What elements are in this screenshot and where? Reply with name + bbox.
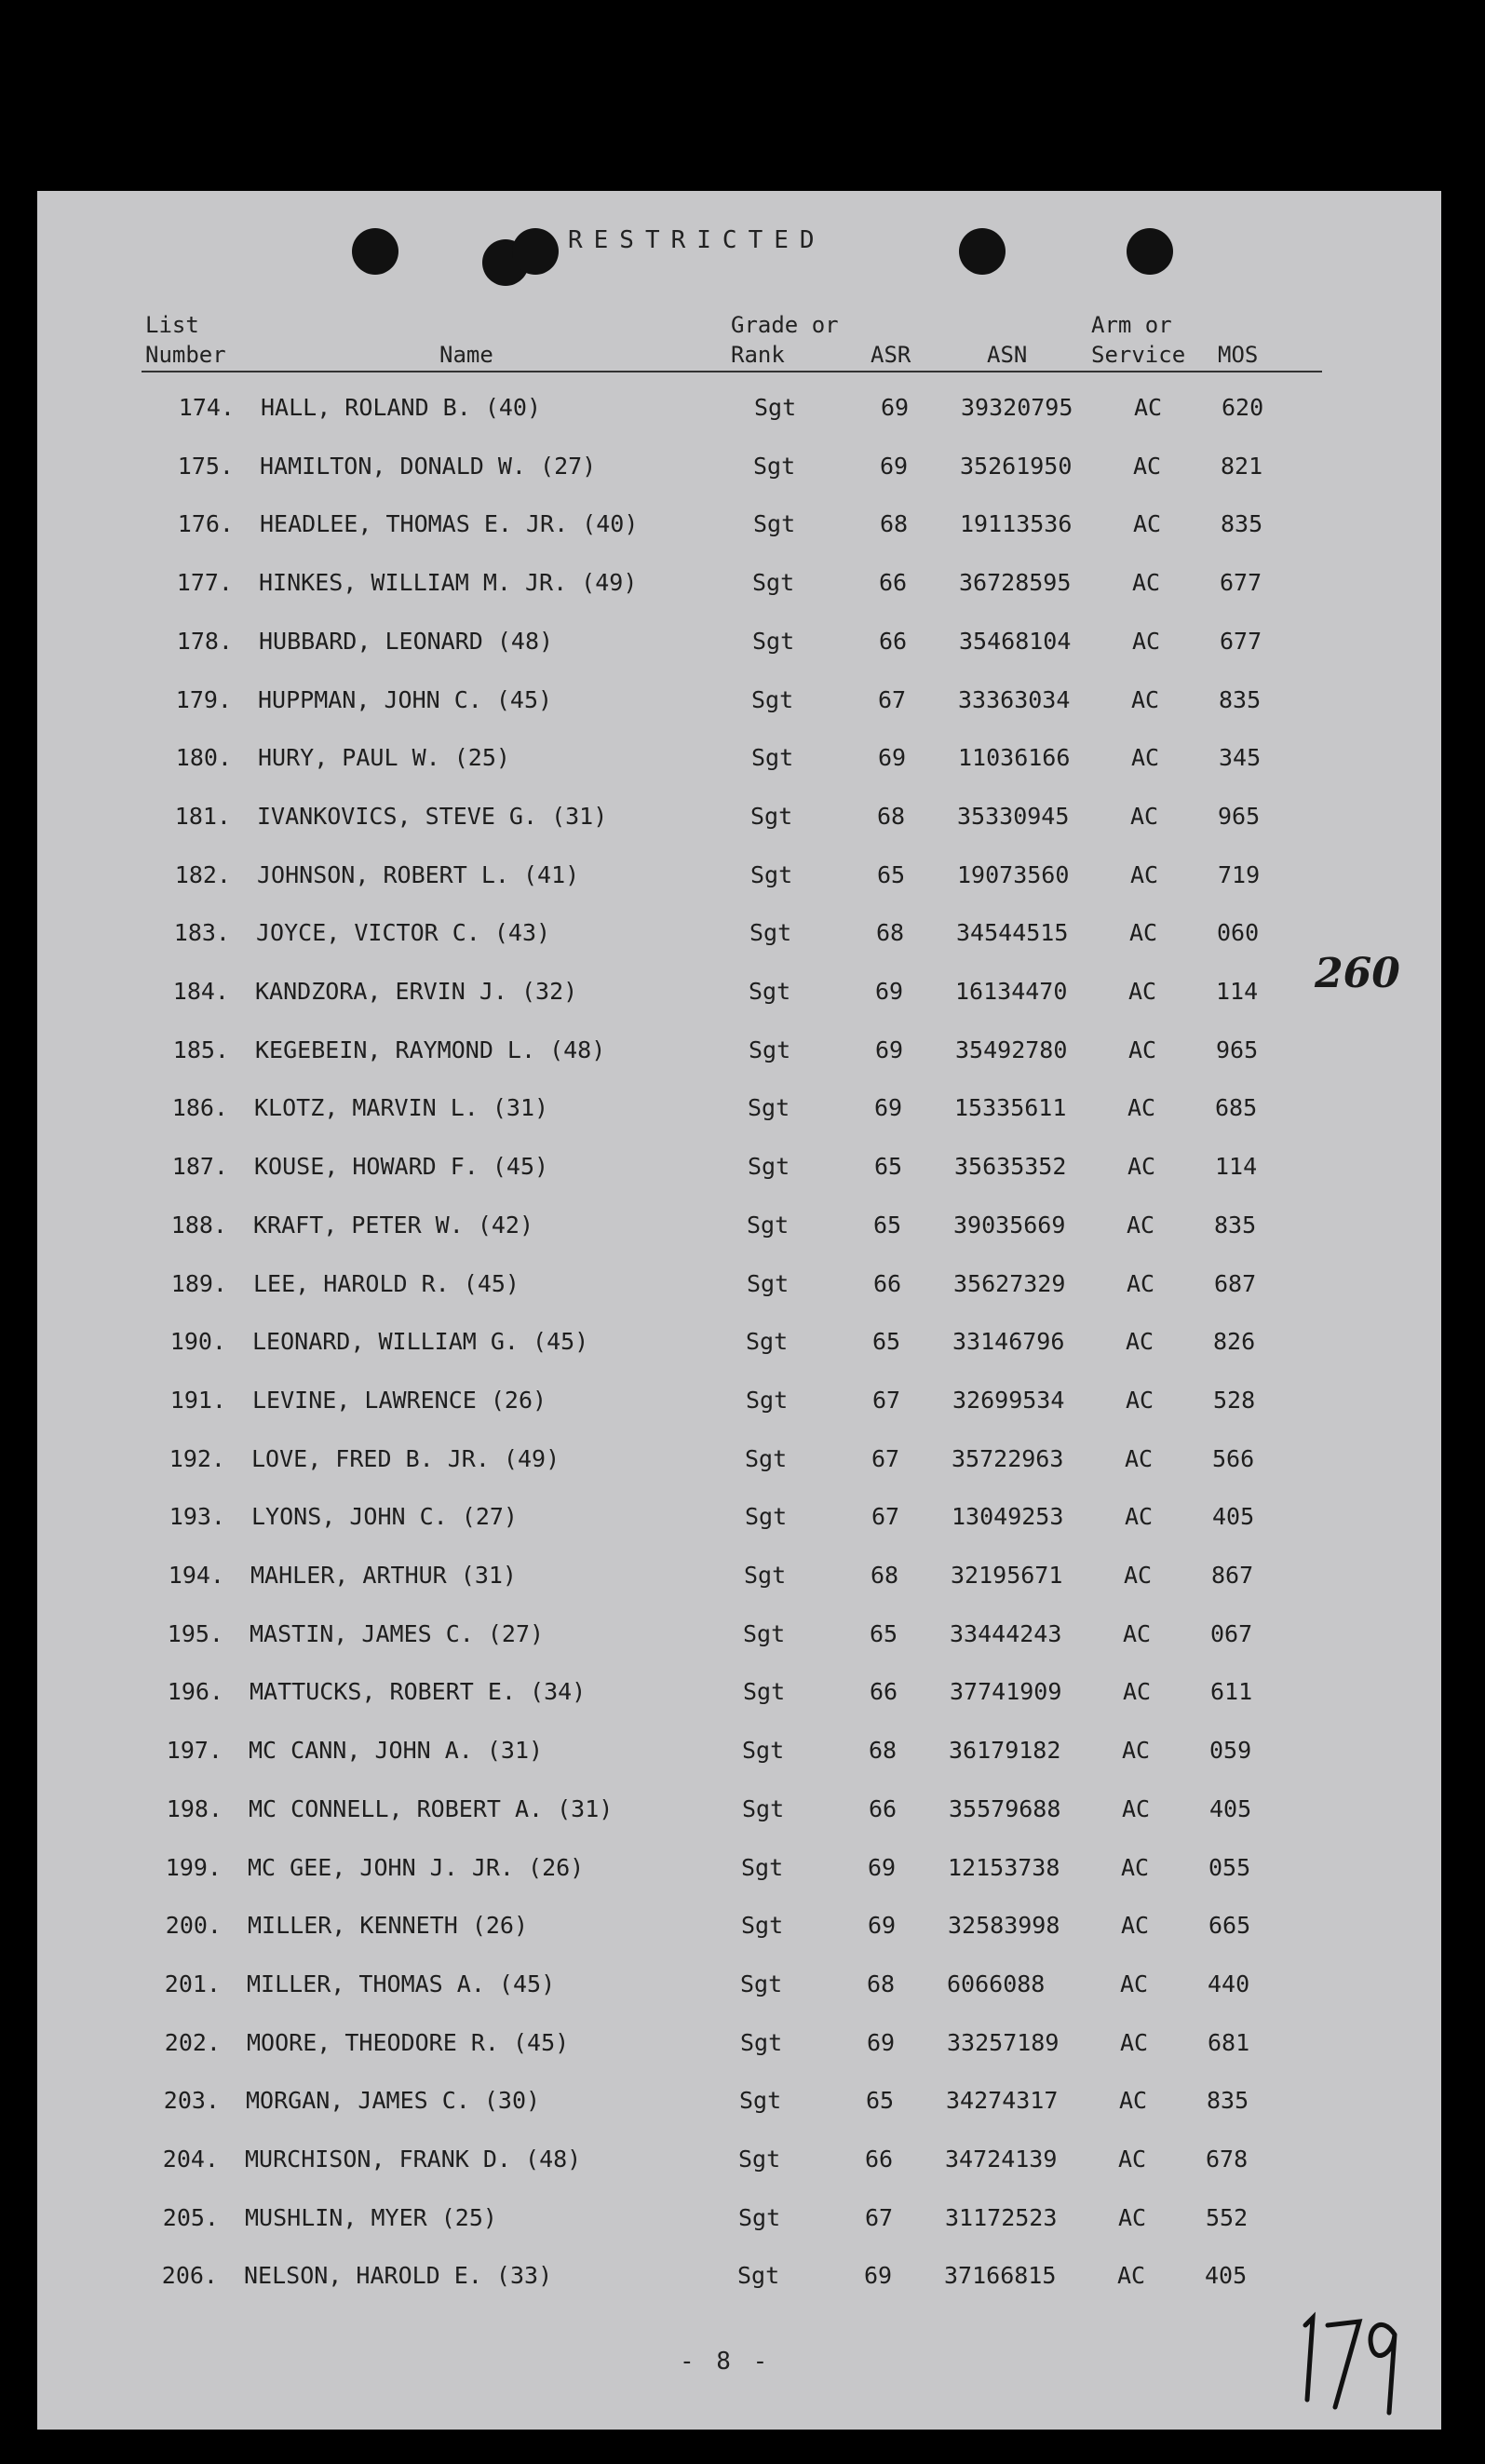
punch-hole bbox=[1127, 228, 1173, 275]
person-name: MILLER, THOMAS A. (45) bbox=[247, 1970, 556, 1997]
arm-service: AC bbox=[1131, 685, 1160, 713]
person-name: LYONS, JOHN C. (27) bbox=[251, 1503, 518, 1531]
person-name: MC CANN, JOHN A. (31) bbox=[249, 1737, 544, 1765]
mos-code: 405 bbox=[1209, 1794, 1252, 1822]
table-row bbox=[37, 394, 1441, 431]
table-row bbox=[37, 453, 1441, 490]
person-name: MC GEE, JOHN J. JR. (26) bbox=[248, 1853, 585, 1881]
arm-service: AC bbox=[1117, 2262, 1146, 2290]
list-number: 189. bbox=[170, 1269, 227, 1297]
table-row bbox=[37, 569, 1441, 606]
serial-number: 37166815 bbox=[944, 2262, 1057, 2290]
mos-code: 687 bbox=[1214, 1269, 1257, 1297]
mos-code: 067 bbox=[1210, 1619, 1253, 1647]
mos-code: 665 bbox=[1208, 1912, 1251, 1940]
list-number: 174. bbox=[178, 394, 235, 421]
serial-number: 35468104 bbox=[959, 627, 1072, 655]
serial-number: 33257189 bbox=[947, 2028, 1060, 2056]
person-name: HUBBARD, LEONARD (48) bbox=[259, 627, 554, 655]
person-name: JOYCE, VICTOR C. (43) bbox=[256, 919, 551, 947]
asr-score: 69 bbox=[867, 2028, 896, 2056]
table-row bbox=[37, 978, 1441, 1015]
table-row bbox=[37, 1620, 1441, 1658]
mos-code: 826 bbox=[1213, 1328, 1256, 1356]
table-row bbox=[37, 1270, 1441, 1307]
grade: Sgt bbox=[752, 569, 795, 597]
person-name: IVANKOVICS, STEVE G. (31) bbox=[257, 802, 608, 830]
table-row bbox=[37, 1737, 1441, 1774]
grade: Sgt bbox=[741, 1912, 784, 1940]
list-number: 196. bbox=[167, 1678, 223, 1706]
mos-code: 835 bbox=[1207, 2087, 1249, 2115]
mos-code: 611 bbox=[1210, 1678, 1253, 1706]
grade: Sgt bbox=[751, 744, 794, 772]
asr-score: 65 bbox=[872, 1328, 901, 1356]
table-row bbox=[37, 1503, 1441, 1540]
arm-service: AC bbox=[1127, 1094, 1156, 1122]
mos-code: 059 bbox=[1209, 1737, 1252, 1765]
asr-score: 65 bbox=[870, 1619, 898, 1647]
table-row bbox=[37, 686, 1441, 724]
grade: Sgt bbox=[740, 2028, 783, 2056]
mos-code: 620 bbox=[1222, 394, 1264, 421]
asr-score: 68 bbox=[876, 919, 905, 947]
person-name: JOHNSON, ROBERT L. (41) bbox=[257, 860, 580, 888]
mos-code: 835 bbox=[1221, 510, 1263, 538]
mos-code: 677 bbox=[1220, 569, 1262, 597]
serial-number: 6066088 bbox=[947, 1970, 1046, 1997]
serial-number: 33146796 bbox=[952, 1328, 1065, 1356]
list-number: 205. bbox=[162, 2203, 219, 2231]
serial-number: 32195671 bbox=[951, 1562, 1063, 1589]
person-name: MATTUCKS, ROBERT E. (34) bbox=[250, 1678, 587, 1706]
person-name: KLOTZ, MARVIN L. (31) bbox=[254, 1094, 549, 1122]
asr-score: 69 bbox=[881, 394, 910, 421]
mos-code: 405 bbox=[1205, 2262, 1248, 2290]
table-row bbox=[37, 1562, 1441, 1599]
asr-score: 65 bbox=[874, 1153, 903, 1181]
table-row bbox=[37, 1445, 1441, 1482]
person-name: LOVE, FRED B. JR. (49) bbox=[251, 1444, 560, 1472]
mos-code: 677 bbox=[1220, 627, 1262, 655]
list-number: 183. bbox=[173, 919, 230, 947]
page-number: - 8 - bbox=[680, 2348, 772, 2376]
asr-score: 67 bbox=[878, 685, 907, 713]
mos-code: 681 bbox=[1208, 2028, 1250, 2056]
grade: Sgt bbox=[740, 1970, 783, 1997]
asr-score: 68 bbox=[869, 1737, 898, 1765]
person-name: KEGEBEIN, RAYMOND L. (48) bbox=[255, 1036, 606, 1063]
asr-score: 65 bbox=[877, 860, 906, 888]
list-number: 192. bbox=[169, 1444, 225, 1472]
arm-service: AC bbox=[1119, 2087, 1148, 2115]
table-row bbox=[37, 861, 1441, 899]
person-name: KOUSE, HOWARD F. (45) bbox=[254, 1153, 549, 1181]
header-grade: Grade or Rank bbox=[731, 312, 839, 368]
grade: Sgt bbox=[738, 2146, 781, 2173]
asr-score: 65 bbox=[873, 1211, 902, 1239]
arm-service: AC bbox=[1128, 978, 1157, 1005]
mos-code: 685 bbox=[1215, 1094, 1258, 1122]
table-row bbox=[37, 628, 1441, 665]
arm-service: AC bbox=[1127, 1211, 1155, 1239]
arm-service: AC bbox=[1121, 1912, 1150, 1940]
serial-number: 33363034 bbox=[958, 685, 1071, 713]
serial-number: 35330945 bbox=[957, 802, 1070, 830]
asr-score: 66 bbox=[865, 2146, 894, 2173]
mos-code: 566 bbox=[1212, 1444, 1255, 1472]
person-name: MORGAN, JAMES C. (30) bbox=[246, 2087, 541, 2115]
person-name: LEE, HAROLD R. (45) bbox=[253, 1269, 520, 1297]
table-row bbox=[37, 1854, 1441, 1891]
person-name: MASTIN, JAMES C. (27) bbox=[250, 1619, 545, 1647]
list-number: 188. bbox=[170, 1211, 227, 1239]
list-number: 201. bbox=[164, 1970, 221, 1997]
mos-code: 835 bbox=[1214, 1211, 1257, 1239]
serial-number: 34724139 bbox=[945, 2146, 1058, 2173]
mos-code: 821 bbox=[1221, 452, 1263, 480]
arm-service: AC bbox=[1134, 394, 1163, 421]
arm-service: AC bbox=[1126, 1386, 1154, 1414]
serial-number: 11036166 bbox=[958, 744, 1071, 772]
grade: Sgt bbox=[746, 1328, 789, 1356]
asr-score: 66 bbox=[869, 1794, 898, 1822]
serial-number: 31172523 bbox=[945, 2203, 1058, 2231]
grade: Sgt bbox=[745, 1503, 788, 1531]
person-name: HEADLEE, THOMAS E. JR. (40) bbox=[260, 510, 639, 538]
asr-score: 66 bbox=[870, 1678, 898, 1706]
person-name: MOORE, THEODORE R. (45) bbox=[247, 2028, 570, 2056]
grade: Sgt bbox=[747, 1211, 790, 1239]
table-row bbox=[37, 2087, 1441, 2124]
list-number: 194. bbox=[168, 1562, 224, 1589]
list-number: 181. bbox=[174, 802, 231, 830]
table-row bbox=[37, 1387, 1441, 1424]
mos-code: 678 bbox=[1206, 2146, 1249, 2173]
grade: Sgt bbox=[751, 685, 794, 713]
person-name: HUPPMAN, JOHN C. (45) bbox=[258, 685, 553, 713]
serial-number: 15335611 bbox=[954, 1094, 1067, 1122]
arm-service: AC bbox=[1122, 1737, 1151, 1765]
table-row bbox=[37, 1328, 1441, 1365]
grade: Sgt bbox=[737, 2262, 780, 2290]
mos-code: 345 bbox=[1219, 744, 1262, 772]
list-number: 187. bbox=[171, 1153, 228, 1181]
table-row bbox=[37, 2204, 1441, 2241]
arm-service: AC bbox=[1133, 452, 1162, 480]
mos-code: 965 bbox=[1218, 802, 1261, 830]
table-row bbox=[37, 510, 1441, 548]
arm-service: AC bbox=[1120, 1970, 1149, 1997]
grade: Sgt bbox=[739, 2087, 782, 2115]
list-number: 195. bbox=[167, 1619, 223, 1647]
person-name: MAHLER, ARTHUR (31) bbox=[250, 1562, 517, 1589]
arm-service: AC bbox=[1128, 1036, 1157, 1063]
serial-number: 16134470 bbox=[955, 978, 1068, 1005]
list-number: 178. bbox=[176, 627, 233, 655]
arm-service: AC bbox=[1133, 510, 1162, 538]
mos-code: 552 bbox=[1206, 2203, 1249, 2231]
asr-score: 69 bbox=[874, 1094, 903, 1122]
asr-score: 69 bbox=[880, 452, 909, 480]
serial-number: 37741909 bbox=[950, 1678, 1062, 1706]
serial-number: 34274317 bbox=[946, 2087, 1059, 2115]
list-number: 184. bbox=[172, 978, 229, 1005]
arm-service: AC bbox=[1130, 802, 1159, 830]
grade: Sgt bbox=[750, 860, 793, 888]
table-row bbox=[37, 1795, 1441, 1833]
asr-score: 69 bbox=[864, 2262, 893, 2290]
arm-service: AC bbox=[1125, 1503, 1154, 1531]
list-number: 206. bbox=[161, 2262, 218, 2290]
header-asn: ASN bbox=[987, 342, 1028, 368]
grade: Sgt bbox=[750, 802, 793, 830]
list-number: 182. bbox=[174, 860, 231, 888]
list-number: 198. bbox=[166, 1794, 223, 1822]
arm-service: AC bbox=[1127, 1269, 1155, 1297]
serial-number: 32583998 bbox=[948, 1912, 1060, 1940]
asr-score: 67 bbox=[871, 1503, 900, 1531]
list-number: 199. bbox=[165, 1853, 222, 1881]
stamp-number: 260 bbox=[1315, 950, 1400, 997]
arm-service: AC bbox=[1123, 1678, 1152, 1706]
list-number: 179. bbox=[175, 685, 232, 713]
grade: Sgt bbox=[738, 2203, 781, 2231]
asr-score: 68 bbox=[880, 510, 909, 538]
asr-score: 65 bbox=[866, 2087, 895, 2115]
arm-service: AC bbox=[1118, 2203, 1147, 2231]
serial-number: 35261950 bbox=[960, 452, 1073, 480]
arm-service: AC bbox=[1127, 1153, 1156, 1181]
asr-score: 69 bbox=[875, 1036, 904, 1063]
punch-hole bbox=[959, 228, 1006, 275]
mos-code: 867 bbox=[1211, 1562, 1254, 1589]
serial-number: 35635352 bbox=[954, 1153, 1067, 1181]
mos-code: 719 bbox=[1218, 860, 1261, 888]
list-number: 175. bbox=[177, 452, 234, 480]
serial-number: 35722963 bbox=[952, 1444, 1064, 1472]
person-name: HALL, ROLAND B. (40) bbox=[261, 394, 542, 421]
grade: Sgt bbox=[743, 1678, 786, 1706]
asr-score: 66 bbox=[879, 569, 908, 597]
serial-number: 36728595 bbox=[959, 569, 1072, 597]
asr-score: 69 bbox=[878, 744, 907, 772]
arm-service: AC bbox=[1125, 1444, 1154, 1472]
mos-code: 835 bbox=[1219, 685, 1262, 713]
mos-code: 965 bbox=[1216, 1036, 1259, 1063]
serial-number: 35492780 bbox=[955, 1036, 1068, 1063]
serial-number: 35579688 bbox=[949, 1794, 1061, 1822]
asr-score: 67 bbox=[865, 2203, 894, 2231]
asr-score: 69 bbox=[868, 1912, 897, 1940]
person-name: LEVINE, LAWRENCE (26) bbox=[252, 1386, 547, 1414]
table-row bbox=[37, 2146, 1441, 2183]
serial-number: 19073560 bbox=[957, 860, 1070, 888]
grade: Sgt bbox=[748, 1153, 790, 1181]
person-name: LEONARD, WILLIAM G. (45) bbox=[252, 1328, 589, 1356]
arm-service: AC bbox=[1131, 744, 1160, 772]
serial-number: 35627329 bbox=[953, 1269, 1066, 1297]
arm-service: AC bbox=[1129, 919, 1158, 947]
table-row bbox=[37, 1153, 1441, 1190]
grade: Sgt bbox=[748, 1094, 790, 1122]
list-number: 186. bbox=[171, 1094, 228, 1122]
grade: Sgt bbox=[744, 1562, 787, 1589]
grade: Sgt bbox=[753, 452, 796, 480]
arm-service: AC bbox=[1124, 1562, 1153, 1589]
grade: Sgt bbox=[754, 394, 797, 421]
header-list-number: List Number bbox=[145, 312, 226, 368]
grade: Sgt bbox=[742, 1794, 785, 1822]
arm-service: AC bbox=[1130, 860, 1159, 888]
person-name: HURY, PAUL W. (25) bbox=[258, 744, 510, 772]
grade: Sgt bbox=[746, 1386, 789, 1414]
arm-service: AC bbox=[1132, 627, 1161, 655]
header-name: Name bbox=[439, 342, 493, 368]
table-row bbox=[37, 1094, 1441, 1131]
asr-score: 66 bbox=[873, 1269, 902, 1297]
serial-number: 12153738 bbox=[948, 1853, 1060, 1881]
list-number: 193. bbox=[169, 1503, 225, 1531]
document-page bbox=[37, 191, 1441, 2430]
asr-score: 67 bbox=[871, 1444, 900, 1472]
handwritten-number bbox=[1292, 2297, 1404, 2418]
person-name: MILLER, KENNETH (26) bbox=[248, 1912, 529, 1940]
list-number: 191. bbox=[169, 1386, 226, 1414]
header-mos: MOS bbox=[1218, 342, 1259, 368]
list-number: 204. bbox=[162, 2146, 219, 2173]
person-name: KANDZORA, ERVIN J. (32) bbox=[255, 978, 578, 1005]
list-number: 200. bbox=[165, 1912, 222, 1940]
serial-number: 39035669 bbox=[953, 1211, 1066, 1239]
grade: Sgt bbox=[745, 1444, 788, 1472]
grade: Sgt bbox=[753, 510, 796, 538]
arm-service: AC bbox=[1132, 569, 1161, 597]
arm-service: AC bbox=[1122, 1794, 1151, 1822]
serial-number: 33444243 bbox=[950, 1619, 1062, 1647]
person-name: HINKES, WILLIAM M. JR. (49) bbox=[259, 569, 638, 597]
serial-number: 19113536 bbox=[960, 510, 1073, 538]
asr-score: 69 bbox=[868, 1853, 897, 1881]
person-name: MC CONNELL, ROBERT A. (31) bbox=[249, 1794, 614, 1822]
header-asr: ASR bbox=[871, 342, 911, 368]
grade: Sgt bbox=[749, 978, 791, 1005]
serial-number: 13049253 bbox=[952, 1503, 1064, 1531]
table-row bbox=[37, 1212, 1441, 1249]
grade: Sgt bbox=[747, 1269, 790, 1297]
arm-service: AC bbox=[1123, 1619, 1152, 1647]
person-name: MUSHLIN, MYER (25) bbox=[245, 2203, 497, 2231]
list-number: 185. bbox=[172, 1036, 229, 1063]
person-name: HAMILTON, DONALD W. (27) bbox=[260, 452, 597, 480]
mos-code: 528 bbox=[1213, 1386, 1256, 1414]
mos-code: 055 bbox=[1208, 1853, 1251, 1881]
table-row bbox=[37, 1678, 1441, 1715]
restricted-banner: RESTRICTED bbox=[568, 226, 826, 254]
asr-score: 68 bbox=[877, 802, 906, 830]
asr-score: 68 bbox=[867, 1970, 896, 1997]
grade: Sgt bbox=[749, 1036, 791, 1063]
person-name: MURCHISON, FRANK D. (48) bbox=[245, 2146, 582, 2173]
grade: Sgt bbox=[741, 1853, 784, 1881]
table-row bbox=[37, 744, 1441, 781]
arm-service: AC bbox=[1120, 2028, 1149, 2056]
table-row bbox=[37, 2262, 1441, 2299]
table-row bbox=[37, 1970, 1441, 2008]
mos-code: 060 bbox=[1217, 919, 1260, 947]
list-number: 180. bbox=[175, 744, 232, 772]
mos-code: 405 bbox=[1212, 1503, 1255, 1531]
grade: Sgt bbox=[742, 1737, 785, 1765]
arm-service: AC bbox=[1118, 2146, 1147, 2173]
list-number: 177. bbox=[176, 569, 233, 597]
arm-service: AC bbox=[1121, 1853, 1150, 1881]
serial-number: 39320795 bbox=[961, 394, 1073, 421]
list-number: 202. bbox=[164, 2028, 221, 2056]
header-arm: Arm or Service bbox=[1091, 312, 1186, 368]
list-number: 176. bbox=[177, 510, 234, 538]
mos-code: 114 bbox=[1215, 1153, 1258, 1181]
asr-score: 67 bbox=[872, 1386, 901, 1414]
serial-number: 32699534 bbox=[952, 1386, 1065, 1414]
person-name: NELSON, HAROLD E. (33) bbox=[244, 2262, 553, 2290]
asr-score: 66 bbox=[879, 627, 908, 655]
mos-code: 114 bbox=[1216, 978, 1259, 1005]
mos-code: 440 bbox=[1208, 1970, 1250, 1997]
asr-score: 69 bbox=[875, 978, 904, 1005]
grade: Sgt bbox=[743, 1619, 786, 1647]
table-row bbox=[37, 2029, 1441, 2066]
header-rule bbox=[142, 371, 1322, 372]
list-number: 190. bbox=[169, 1328, 226, 1356]
grade: Sgt bbox=[749, 919, 792, 947]
punch-hole bbox=[352, 228, 398, 275]
serial-number: 34544515 bbox=[956, 919, 1069, 947]
list-number: 203. bbox=[163, 2087, 220, 2115]
asr-score: 68 bbox=[871, 1562, 899, 1589]
person-name: KRAFT, PETER W. (42) bbox=[253, 1211, 534, 1239]
arm-service: AC bbox=[1126, 1328, 1154, 1356]
serial-number: 36179182 bbox=[949, 1737, 1061, 1765]
table-row bbox=[37, 1912, 1441, 1949]
grade: Sgt bbox=[752, 627, 795, 655]
table-row bbox=[37, 1036, 1441, 1074]
list-number: 197. bbox=[166, 1737, 223, 1765]
table-row bbox=[37, 919, 1441, 956]
punch-hole bbox=[512, 228, 559, 275]
table-row bbox=[37, 803, 1441, 840]
